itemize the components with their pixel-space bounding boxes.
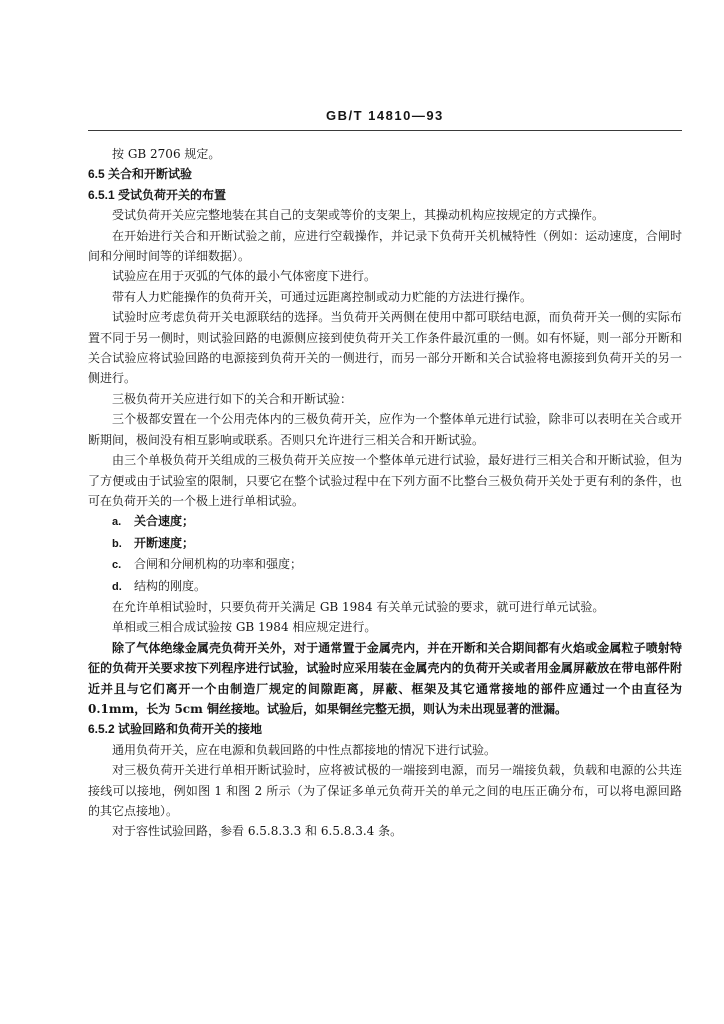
paragraph-no-load-operation: 在开始进行关合和开断试验之前，应进行空载操作，并记录下负荷开关机械特性（例如：运动速度，合闸时间和分闸时间等的详细数据）。	[88, 228, 682, 264]
paragraph-manual-energy: 带有人力贮能操作的负荷开关，可通过远距离控制或动力贮能的方法进行操作。	[112, 289, 533, 304]
page-header-standard-number: GB/T 14810—93	[326, 108, 444, 123]
list-marker: a.	[112, 516, 122, 529]
header-rule	[88, 130, 682, 131]
list-item	[88, 533, 682, 554]
paragraph-single-phase-grounding: 对三极负荷开关进行单相开断试验时，应将被试极的一端接到电源，而另一端接负载，负载和电源的公共连接线可以接地，例如图 1 和图 2 所示（为了保证多单元负荷开关的单元之间的电压正确分布，可以将电源回路的其它点接地）。	[88, 763, 682, 818]
continuation-paragraph: 按 GB 2706 规定。	[112, 147, 221, 161]
list-marker: c.	[112, 559, 122, 572]
paragraph-gas-density: 试验应在用于灭弧的气体的最小气体密度下进行。	[112, 269, 377, 284]
list-item	[88, 554, 682, 575]
paragraph-synthetic-test: 单相或三相合成试验按 GB 1984 相应规定进行。	[112, 620, 377, 635]
document-body	[88, 144, 682, 842]
paragraph-arrangement: 受试负荷开关应完整地装在其自己的支架或等价的支架上，其操动机构应按规定的方式操作。	[112, 208, 605, 223]
condition-list	[88, 511, 682, 597]
list-marker: d.	[112, 580, 122, 593]
paragraph-power-connection: 试验时应考虑负荷开关电源联结的选择。当负荷开关两侧在使用中都可联结电源，而负荷开关一侧的实际布置不同于另一侧时，则试验回路的电源侧应接到使负荷开关工作条件最沉重的一侧。如有怀疑，则一部分开断和关合试验应将试验回路的电源接到负荷开关的一侧进行，而另一部分开断和关合试验将电源接到负荷开关的另一侧进行。	[88, 310, 682, 386]
list-item	[88, 511, 682, 532]
list-marker: b.	[112, 537, 122, 550]
section-heading-6-5-2: 6.5.2 试验回路和负荷开关的接地	[88, 722, 263, 737]
list-item-text: 开断速度；	[134, 535, 195, 550]
paragraph-common-enclosure: 三个极都安置在一个公用壳体内的三极负荷开关，应作为一个整体单元进行试验，除非可以表明在关合或开断期间，极间没有相互影响或联系。否则只允许进行三相关合和开断试验。	[88, 412, 682, 447]
paragraph-three-pole-intro: 三极负荷开关应进行如下的关合和开断试验：	[112, 391, 353, 406]
paragraph-metal-enclosure: 除了气体绝缘金属壳负荷开关外，对于通常置于金属壳内，并在开断和关合期间都有火焰或金属粒子喷射特征的负荷开关要求按下列程序进行试验，试验时应采用装在金属壳内的负荷开关或者用金属屏蔽放在带电部件附近并且与它们离开一个由制造厂规定的间隙距离，屏蔽、框架及其它通常接地的部件应通过一个由直径为 0.1mm，长为 5cm 铜丝接地。试验后，如果铜丝完整无损，则认为未出现显著的泄漏。	[88, 640, 682, 716]
list-item-text: 结构的刚度。	[134, 578, 207, 593]
paragraph-neutral-grounding: 通用负荷开关，应在电源和负载回路的中性点都接地的情况下进行试验。	[112, 742, 497, 757]
section-heading-6-5: 6.5 关合和开断试验	[88, 167, 193, 182]
paragraph-capacitive-circuit: 对于容性试验回路，参看 6.5.8.3.3 和 6.5.8.3.4 条。	[112, 824, 403, 839]
paragraph-single-unit-test: 在允许单相试验时，只要负荷开关满足 GB 1984 有关单元试验的要求，就可进行单元试验。	[112, 599, 605, 614]
list-item-text: 关合速度；	[134, 514, 195, 529]
section-heading-6-5-1: 6.5.1 受试负荷开关的布置	[88, 187, 227, 202]
paragraph-single-pole-switches: 由三个单极负荷开关组成的三极负荷开关应按一个整体单元进行试验，最好进行三相关合和开断试验，但为了方便或由于试验室的限制，只要它在整个试验过程中在下列方面不比整台三极负荷开关处于更有利的条件，也可在负荷开关的一个极上进行单相试验。	[88, 453, 682, 508]
list-item	[88, 576, 682, 597]
list-item-text: 合闸和分闸机构的功率和强度；	[134, 557, 303, 572]
